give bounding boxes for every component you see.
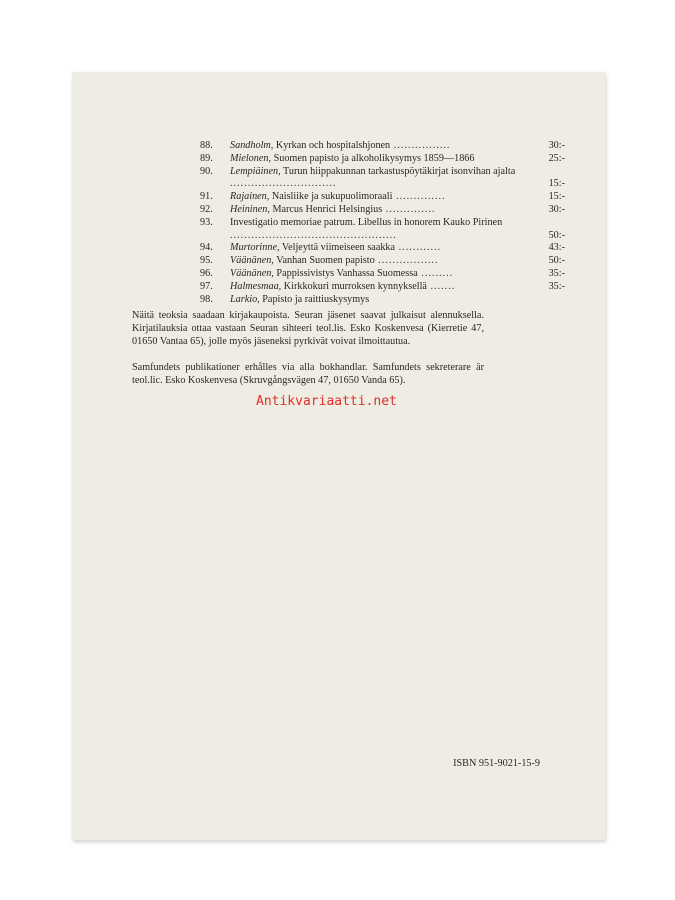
item-author: Sandholm, [230,140,274,151]
item-title: Kyrkan och hospitalshjonen [273,140,391,151]
item-title: Investigatio memoriae patrum. Libellus in honorem Kauko Pirinen [230,216,503,228]
item-title: Pappissivistys Vanhassa Suomessa [273,267,418,279]
item-title: Papisto ja raittiuskysymys [259,293,370,305]
item-price: 50:- [548,229,565,241]
list-item [200,217,565,243]
item-author: Lempiäinen, [230,165,281,177]
list-item [200,255,565,268]
watermark-text: Antikvariaatti.net [256,394,397,409]
list-item [200,153,565,166]
finnish-ordering-note: Näitä teoksia saadaan kirjakaupoista. Seuran jäsenet saavat julkaisut alennuksella. Kirjatilauksia ottaa vastaan Seuran sihteeri teol.lis. Esko Koskenvesa (Kierretie 47, 01650 Vantaa 65), jolle myös jäseneksi pyrkivät voivat ilmoittautua. [132,310,484,347]
leader-dots: ............................................... [230,229,397,241]
publication-list [200,140,565,306]
item-price: 15:- [548,178,565,190]
list-item [200,204,565,217]
item-title: Veljeyttä viimeiseen saakka [279,242,396,254]
item-price: 35:- [548,280,565,292]
list-item [200,140,565,153]
item-author: Mielonen, [230,152,272,164]
item-number: 89. [200,152,213,164]
leader-dots: ......... [417,267,454,279]
item-number: 97. [200,280,213,292]
list-item [200,268,565,281]
leader-dots: ............ [395,242,442,254]
item-price: 50:- [548,255,565,267]
leader-dots: ................. [374,255,439,267]
list-item [200,242,565,255]
leader-dots: .............. [392,191,446,203]
book-back-cover [72,72,605,840]
item-price: 35:- [548,267,565,279]
item-price: 43:- [548,242,565,254]
item-title: Naisliike ja sukupuolimoraali [269,191,393,203]
item-price: 30:- [548,140,565,151]
item-price: 25:- [548,152,565,164]
item-number: 98. [200,293,213,305]
item-title: Vanhan Suomen papisto [273,255,375,267]
list-item [200,294,565,307]
list-item [200,191,565,204]
item-author: Heininen, [230,203,270,215]
list-item [200,166,565,192]
item-author: Halmesmaa, [230,280,282,292]
list-item [200,281,565,294]
item-number: 88. [200,140,213,151]
item-author: Rajainen, [230,191,270,203]
item-number: 96. [200,267,213,279]
leader-dots: .............. [382,203,436,215]
item-title: Suomen papisto ja alkoholikysymys 1859—1866 [271,152,475,164]
item-number: 93. [200,216,213,228]
item-price: 15:- [548,191,565,203]
item-number: 92. [200,203,213,215]
item-number: 95. [200,255,213,267]
leader-dots: ....... [426,280,456,292]
item-author: Larkio, [230,293,260,305]
item-title: Marcus Henrici Helsingius [269,203,383,215]
item-number: 90. [200,165,213,177]
item-number: 91. [200,191,213,203]
swedish-ordering-note: Samfundets publikationer erhålles via alla bokhandlar. Samfundets sekreterare är teol.lic. Esko Koskenvesa (Skruvgångsvägen 47, 01650 Vanda 65). [132,362,484,386]
item-title: Kirkkokuri murroksen kynnyksellä [281,280,427,292]
item-author: Murtorinne, [230,242,280,254]
leader-dots: ................ [390,140,451,151]
item-price: 30:- [548,203,565,215]
leader-dots: .............................. [230,178,337,190]
item-number: 94. [200,242,213,254]
item-author: Väänänen, [230,267,274,279]
item-title: Turun hiippakunnan tarkastuspöytäkirjat isonvihan ajalta [280,165,516,177]
isbn-number: ISBN 951-9021-15-9 [453,758,540,769]
item-author: Väänänen, [230,255,274,267]
